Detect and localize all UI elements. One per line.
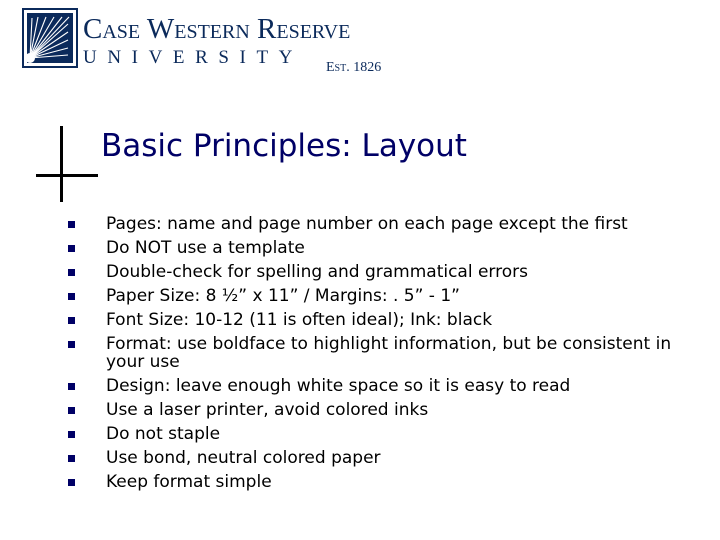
list-item [0, 260, 686, 284]
bullet-text: Format: use boldface to highlight information, but be consistent in your use [106, 334, 672, 372]
square-bullet-icon [68, 431, 75, 438]
bullet-text: Font Size: 10-12 (11 is often ideal); Ink: black [106, 310, 493, 330]
list-item [0, 332, 686, 374]
list-item [0, 446, 686, 470]
square-bullet-icon [68, 341, 75, 348]
square-bullet-icon [68, 407, 75, 414]
list-item [0, 212, 686, 236]
university-logo [22, 8, 392, 75]
logo-established: Est. 1826 [326, 60, 382, 75]
square-bullet-icon [68, 455, 75, 462]
bullet-text: Double-check for spelling and grammatical errors [106, 262, 528, 282]
title-rule-horizontal [36, 174, 98, 177]
bullet-text: Use bond, neutral colored paper [106, 448, 381, 468]
sunburst-emblem-icon [22, 8, 78, 68]
square-bullet-icon [68, 269, 75, 276]
bullet-text: Pages: name and page number on each page except the first [106, 214, 628, 234]
list-item [0, 236, 686, 260]
slide-title: Basic Principles: Layout [101, 128, 467, 164]
list-item [0, 470, 686, 494]
list-item [0, 284, 686, 308]
bullet-text: Do not staple [106, 424, 221, 444]
bullet-text: Keep format simple [106, 472, 272, 492]
square-bullet-icon [68, 479, 75, 486]
square-bullet-icon [68, 221, 75, 228]
bullet-text: Use a laser printer, avoid colored inks [106, 400, 429, 420]
bullet-list [0, 212, 720, 494]
bullet-text: Design: leave enough white space so it is easy to read [106, 376, 571, 396]
bullet-text: Do NOT use a template [106, 238, 305, 258]
list-item [0, 398, 686, 422]
logo-university-name: Case Western Reserve [83, 13, 351, 45]
square-bullet-icon [68, 317, 75, 324]
list-item [0, 374, 686, 398]
list-item [0, 422, 686, 446]
square-bullet-icon [68, 293, 75, 300]
square-bullet-icon [68, 383, 75, 390]
title-rule-vertical [60, 126, 63, 202]
square-bullet-icon [68, 245, 75, 252]
logo-university-word: UNIVERSITY [83, 47, 303, 68]
list-item [0, 308, 686, 332]
bullet-text: Paper Size: 8 ½” x 11” / Margins: . 5” - 1” [106, 286, 460, 306]
